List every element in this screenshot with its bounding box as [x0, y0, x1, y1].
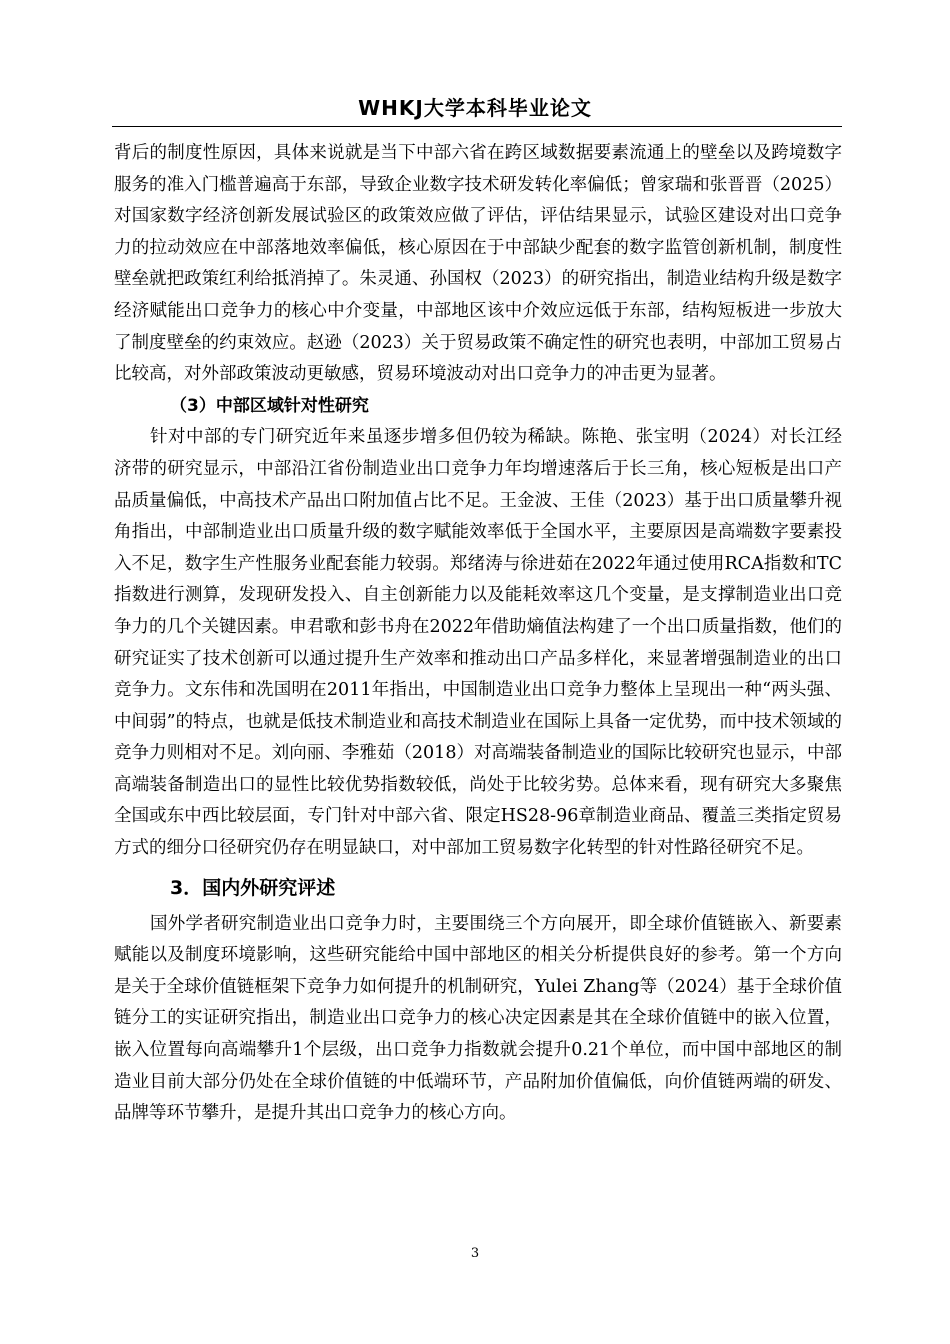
section-heading-review: 3．国内外研究评述: [170, 876, 336, 899]
paragraph-central-region: 针对中部的专门研究近年来虽逐步增多但仍较为稀缺。陈艳、张宝明（2024）对长江经济带的研究显示，中部沿江省份制造业出口竞争力年均增速落后于长三角，核心短板是出口产品质量偏低，中高技术产品出口附加值占比不足。王金波、王佳（2023）基于出口质量攀升视角指出，中部制造业出口质量升级的数字赋能效率低于全国水平，主要原因是高端数字要素投入不足，数字生产性服务业配套能力较弱。郑绪涛与徐进茹在2022年通过使用RCA指数和TC指数进行测算，发现研发投入、自主创新能力以及能耗效率这几个变量，是支撑制造业出口竞争力的几个关键因素。申君歌和彭书舟在2022年借助熵值法构建了一个出口质量指数，他们的研究证实了技术创新可以通过提升生产效率和推动出口产品多样化，来显著增强制造业的出口竞争力。文东伟和冼国明在2011年指出，中国制造业出口竞争力整体上呈现出一种“两头强、中间弱”的特点，也就是低技术制造业和高技术制造业在国际上具备一定优势，而中技术领域的竞争力则相对不足。刘向丽、李雅茹（2018）对高端装备制造业的国际比较研究也显示，中部高端装备制造出口的显性比较优势指数较低，尚处于比较劣势。总体来看，现有研究大多聚焦全国或东中西比较层面，专门针对中部六省、限定HS28-96章制造业商品、覆盖三类指定贸易方式的细分口径研究仍存在明显缺口，对中部加工贸易数字化转型的针对性路径研究不足。: [114, 427, 842, 859]
header-divider: [112, 126, 842, 127]
paragraph-review: 国外学者研究制造业出口竞争力时，主要围绕三个方向展开，即全球价值链嵌入、新要素赋能以及制度环境影响，这些研究能给中国中部地区的相关分析提供良好的参考。第一个方向是关于全球价值链框架下竞争力如何提升的机制研究，Yulei Zhang等（2024）基于全球价值链分工的实证研究指出，制造业出口竞争力的核心决定因素是其在全球价值链中的嵌入位置，嵌入位置每向高端攀升1个层级，出口竞争力指数就会提升0.21个单位，而中国中部地区的制造业目前大部分仍处在全球价值链的中低端环节，产品附加价值偏低，向价值链两端的研发、品牌等环节攀升，是提升其出口竞争力的核心方向。: [114, 913, 842, 1124]
thesis-header: WHKJ大学本科毕业论文: [358, 96, 592, 120]
paragraph-continued: 背后的制度性原因，具体来说就是当下中部六省在跨区域数据要素流通上的壁垒以及跨境数字服务的准入门槛普遍高于东部，导致企业数字技术研发转化率偏低；曾家瑞和张晋晋（2025）对国家数字经济创新发展试验区的政策效应做了评估，评估结果显示，试验区建设对出口竞争力的拉动效应在中部落地效率偏低，核心原因在于中部缺少配套的数字监管创新机制，制度性壁垒就把政策红利给抵消掉了。朱灵通、孙国权（2023）的研究指出，制造业结构升级是数字经济赋能出口竞争力的核心中介变量，中部地区该中介效应远低于东部，结构短板进一步放大了制度壁垒的约束效应。赵逊（2023）关于贸易政策不确定性的研究也表明，中部加工贸易占比较高，对外部政策波动更敏感，贸易环境波动对出口竞争力的冲击更为显著。: [114, 143, 842, 385]
body-text: [114, 138, 842, 1130]
subheading-central-region: （3）中部区域针对性研究: [170, 395, 369, 416]
page-number: 3: [470, 1246, 480, 1261]
